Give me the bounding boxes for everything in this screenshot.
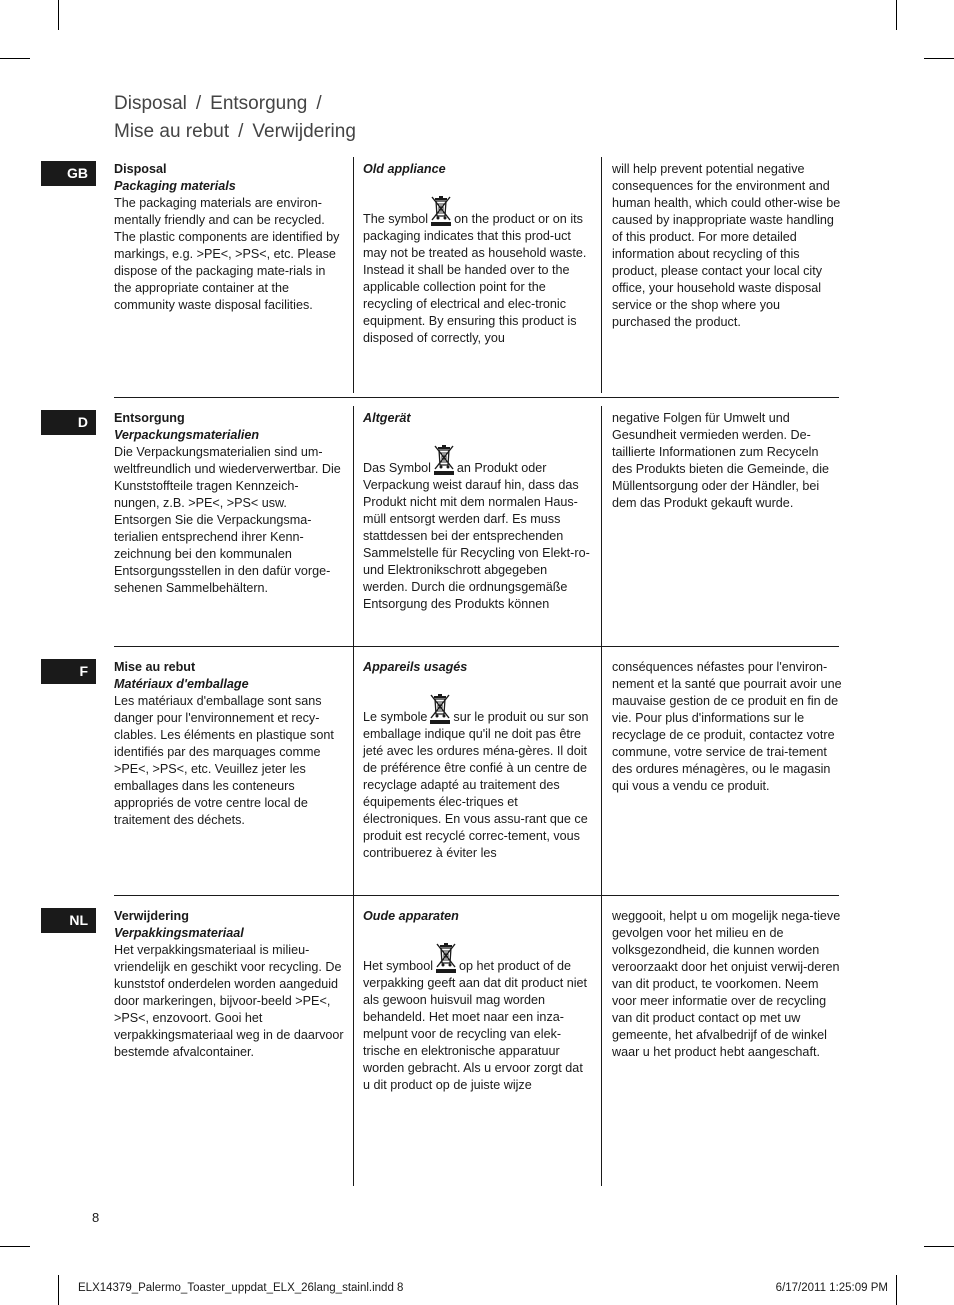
section-divider: [114, 646, 839, 647]
column-divider: [601, 904, 602, 1186]
section-subheading: Verpackungsmaterialien: [114, 428, 260, 442]
title-line-1: Disposal / Entsorgung /: [114, 93, 322, 114]
packaging-text: Les matériaux d'emballage sont sans danger pour l'environnement et recy-clables. Les éléments en plastique sont identifiés par des marquages comme >PE<, >PS<, etc. Veuillez jeter les emballages dans les conteneurs appropriés de votre centre local de traitement des déchets.: [114, 694, 334, 827]
footer-filename: ELX14379_Palermo_Toaster_uppdat_ELX_26lang_stainl.indd 8: [78, 1282, 404, 1294]
section-heading: Mise au rebut: [114, 660, 196, 674]
language-section-nl: [0, 908, 954, 1157]
column-divider: [353, 904, 354, 1186]
crop-mark: [0, 58, 30, 59]
crop-mark: [58, 0, 59, 30]
continuation-text: negative Folgen für Umwelt und Gesundheit vermieden werden. De-taillierte Informationen zum Recyceln des Produkts bieten die Gemeinde, die Müllentsorgung oder der Händler, bei dem das Produkt gekauft wurde.: [612, 411, 830, 510]
language-tag: F: [41, 659, 96, 684]
language-tag: GB: [41, 161, 96, 186]
continuation-text: will help prevent potential negative consequences for the environment and human health, which could other-wise be caused by inappropriate waste handling of this product. For more detailed information about recycling of this product, please contact your local city office, your household waste disposal service or the shop where you purchased the product.: [612, 162, 841, 329]
section-subheading: Verpakkingsmateriaal: [114, 926, 244, 940]
old-appliance-heading: Altgerät: [363, 411, 411, 425]
old-appliance-text: The symbol on the product or on its packaging indicates that this prod-uct may not be treated as household waste. Instead it shall be handed over to the applicable collection point for the recycling of electrical and elec-tronic equipment. By ensuring this product is disposed of correctly, you: [363, 195, 593, 347]
continuation-column: [612, 161, 842, 331]
section-divider: [114, 397, 839, 398]
crop-mark: [924, 58, 954, 59]
section-subheading: Matériaux d'emballage: [114, 677, 249, 691]
old-appliance-heading: Appareils usagés: [363, 660, 468, 674]
crossed-out-bin-icon: [429, 693, 451, 725]
old-appliance-column: [363, 161, 593, 347]
language-tag: NL: [41, 908, 96, 933]
packaging-column: [114, 161, 344, 314]
packaging-column: [114, 410, 344, 597]
crop-mark: [58, 1275, 59, 1305]
packaging-text: Die Verpackungsmaterialien sind um-weltfreundlich und wiederverwertbar. Die Kunststoffteile tragen Kennzeich-nungen, z.B. >PE<, >PS< usw. Entsorgen Sie die Verpackungsma-terialien entsprechend ihrer Kenn-zeichnung bei den kommunalen Entsorgungsstellen in den dafür vorge-sehenen Sammelbehältern.: [114, 445, 341, 595]
crop-mark: [924, 1246, 954, 1247]
continuation-column: [612, 908, 842, 1061]
old-appliance-column: [363, 659, 593, 862]
crossed-out-bin-icon: [430, 195, 452, 227]
crop-mark: [896, 0, 897, 30]
section-subheading: Packaging materials: [114, 179, 236, 193]
page-number: 8: [92, 1210, 100, 1225]
section-heading: Disposal: [114, 162, 167, 176]
old-appliance-heading: Old appliance: [363, 162, 446, 176]
title-line-2: Mise au rebut / Verwijdering: [114, 121, 356, 142]
packaging-text: Het verpakkingsmateriaal is milieu-vriendelijk en geschikt voor recycling. De kunststof onderdelen worden aangeduid door markeringen, bijvoor-beeld >PE<, >PS<, enzovoort. Gooi het verpakkingsmateriaal weg in de daarvoor bestemde afvalcontainer.: [114, 943, 344, 1059]
section-heading: Entsorgung: [114, 411, 185, 425]
old-appliance-heading: Oude apparaten: [363, 909, 459, 923]
crossed-out-bin-icon: [435, 942, 457, 974]
column-divider: [601, 406, 602, 655]
section-divider: [114, 895, 839, 896]
old-appliance-column: [363, 908, 593, 1094]
language-section-f: [0, 659, 954, 908]
old-appliance-text: Le symbole sur le produit ou sur son emballage indique qu'il ne doit pas être jeté avec les ordures ména-gères. Il doit de préférence être confié à un centre de recyclage adapté au traitement des équipements élec-triques et électroniques. En vous assu-rant que ce produit est recyclé correc-tement, vous contribuerez à éviter les: [363, 693, 593, 862]
continuation-column: [612, 659, 842, 795]
packaging-column: [114, 659, 344, 829]
crop-mark: [0, 1246, 30, 1247]
old-appliance-text: Het symbool op het product of de verpakking geeft aan dat dit product niet als gewoon huisvuil mag worden behandeld. Het moet naar een inza-melpunt voor de recycling van elek-trische en elektronische apparatuur worden gebracht. Als u ervoor zorgt dat u dit product op de juiste wijze: [363, 942, 593, 1094]
language-section-d: [0, 410, 954, 659]
language-section-gb: [0, 161, 954, 410]
language-tag: D: [41, 410, 96, 435]
column-divider: [353, 406, 354, 655]
column-divider: [353, 157, 354, 393]
packaging-column: [114, 908, 344, 1061]
continuation-text: weggooit, helpt u om mogelijk nega-tieve gevolgen voor het milieu en de volksgezondheid, die kunnen worden veroorzaakt door het onjuist verwij-deren van dit product, te voorkomen. Neem voor meer informatie over de recycling van dit product contact op met uw gemeente, het afvalbedrijf of de winkel waar u het product hebt aangeschaft.: [612, 909, 841, 1059]
section-heading: Verwijdering: [114, 909, 189, 923]
column-divider: [601, 655, 602, 904]
old-appliance-text: Das Symbol an Produkt oder Verpackung weist darauf hin, dass das Produkt nicht mit dem normalen Haus-müll entsorgt werden darf. Es muss stattdessen bei der entsprechenden Sammelstelle für Recycling von Elekt-ro- und Elektronikschrott abgegeben werden. Durch die ordnungsgemäße Entsorgung des Produkts können: [363, 444, 593, 613]
crossed-out-bin-icon: [433, 444, 455, 476]
footer-timestamp: 6/17/2011 1:25:09 PM: [775, 1282, 888, 1294]
continuation-column: [612, 410, 842, 512]
crop-mark: [896, 1275, 897, 1305]
column-divider: [601, 157, 602, 393]
column-divider: [353, 655, 354, 904]
continuation-text: conséquences néfastes pour l'environ-nement et la santé que pourrait avoir une mauvaise gestion de ce produit en fin de vie. Pour plus d'informations sur le recyclage de ce produit, contactez votre commune, votre service de trai-tement des ordures ménagères, ou le magasin qui vous a vendu ce produit.: [612, 660, 842, 793]
page-title: [114, 90, 514, 146]
old-appliance-column: [363, 410, 593, 613]
packaging-text: The packaging materials are environ-mentally friendly and can be recycled. The plastic components are identified by markings, e.g. >PE<, >PS<, etc. Please dispose of the packaging mate-rials in the appropriate container at the community waste disposal facilities.: [114, 196, 340, 312]
